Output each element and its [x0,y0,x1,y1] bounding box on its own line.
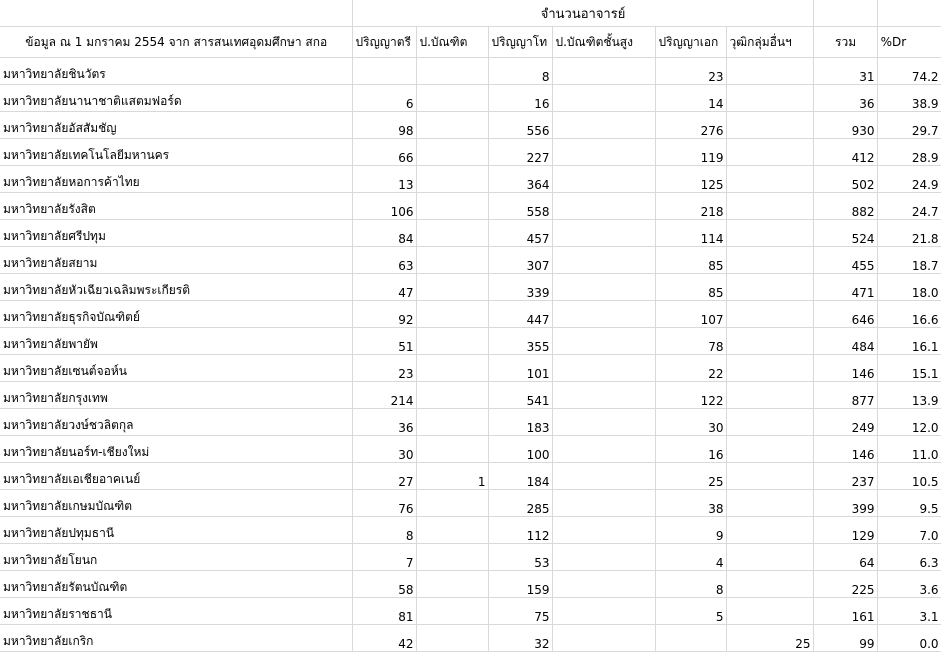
grad-diploma-count-cell[interactable] [416,166,488,193]
higher-grad-diploma-count-cell[interactable] [552,409,655,436]
bachelor-count-cell[interactable] [352,58,416,85]
total-count-cell[interactable]: 146 [813,355,877,382]
bachelor-count-cell[interactable]: 27 [352,463,416,490]
other-count-cell[interactable] [726,571,813,598]
university-name-cell[interactable]: มหาวิทยาลัยสยาม [0,247,352,274]
column-header-grad-diploma[interactable]: ป.บัณฑิต [416,27,488,58]
master-count-cell[interactable]: 53 [488,544,552,571]
university-name-cell[interactable]: มหาวิทยาลัยนานาชาติแสตมฟอร์ด [0,85,352,112]
bachelor-count-cell[interactable]: 214 [352,382,416,409]
pct-doctorate-cell[interactable]: 7.0 [877,517,941,544]
grad-diploma-count-cell[interactable]: 1 [416,463,488,490]
doctorate-count-cell[interactable] [655,625,726,652]
master-count-cell[interactable]: 541 [488,382,552,409]
higher-grad-diploma-count-cell[interactable] [552,85,655,112]
university-name-cell[interactable]: มหาวิทยาลัยเกริก [0,625,352,652]
pct-doctorate-cell[interactable]: 29.7 [877,112,941,139]
table-body [0,58,941,652]
group-header-instructor-count[interactable]: จำนวนอาจารย์ [352,0,813,27]
higher-grad-diploma-count-cell[interactable] [552,328,655,355]
bachelor-count-cell[interactable]: 6 [352,85,416,112]
other-count-cell[interactable] [726,490,813,517]
university-name-cell[interactable]: มหาวิทยาลัยราชธานี [0,598,352,625]
master-count-cell[interactable]: 184 [488,463,552,490]
bachelor-count-cell[interactable]: 76 [352,490,416,517]
column-header-higher-grad-diploma[interactable]: ป.บัณฑิตชั้นสูง [552,27,655,58]
grad-diploma-count-cell[interactable] [416,58,488,85]
higher-grad-diploma-count-cell[interactable] [552,301,655,328]
university-name-cell[interactable]: มหาวิทยาลัยชินวัตร [0,58,352,85]
pct-doctorate-cell[interactable]: 38.9 [877,85,941,112]
doctorate-count-cell[interactable]: 125 [655,166,726,193]
total-count-cell[interactable]: 877 [813,382,877,409]
other-count-cell[interactable] [726,409,813,436]
doctorate-count-cell[interactable]: 114 [655,220,726,247]
bachelor-count-cell[interactable]: 98 [352,112,416,139]
master-count-cell[interactable]: 183 [488,409,552,436]
bachelor-count-cell[interactable]: 23 [352,355,416,382]
doctorate-count-cell[interactable]: 85 [655,274,726,301]
higher-grad-diploma-count-cell[interactable] [552,571,655,598]
master-count-cell[interactable]: 75 [488,598,552,625]
table-row [0,436,941,463]
grad-diploma-count-cell[interactable] [416,193,488,220]
higher-grad-diploma-count-cell[interactable] [552,382,655,409]
grad-diploma-count-cell[interactable] [416,220,488,247]
bachelor-count-cell[interactable]: 106 [352,193,416,220]
total-count-cell[interactable]: 36 [813,85,877,112]
grad-diploma-count-cell[interactable] [416,247,488,274]
university-name-cell[interactable]: มหาวิทยาลัยนอร์ท-เชียงใหม่ [0,436,352,463]
higher-grad-diploma-count-cell[interactable] [552,274,655,301]
column-header-doctorate[interactable]: ปริญญาเอก [655,27,726,58]
empty-cell[interactable] [877,0,941,27]
master-count-cell[interactable]: 285 [488,490,552,517]
total-count-cell[interactable]: 64 [813,544,877,571]
grad-diploma-count-cell[interactable] [416,436,488,463]
other-count-cell[interactable] [726,463,813,490]
total-count-cell[interactable]: 484 [813,328,877,355]
doctorate-count-cell[interactable]: 30 [655,409,726,436]
university-name-cell[interactable]: มหาวิทยาลัยปทุมธานี [0,517,352,544]
master-count-cell[interactable]: 364 [488,166,552,193]
higher-grad-diploma-count-cell[interactable] [552,463,655,490]
higher-grad-diploma-count-cell[interactable] [552,436,655,463]
column-header-other[interactable]: วุฒิกลุ่มอื่นฯ [726,27,813,58]
grad-diploma-count-cell[interactable] [416,382,488,409]
total-count-cell[interactable]: 524 [813,220,877,247]
table-row [0,517,941,544]
bachelor-count-cell[interactable]: 47 [352,274,416,301]
table-row [0,382,941,409]
table-row [0,301,941,328]
total-count-cell[interactable]: 225 [813,571,877,598]
university-name-cell[interactable]: มหาวิทยาลัยธุรกิจบัณฑิตย์ [0,301,352,328]
table-row [0,571,941,598]
other-count-cell[interactable] [726,328,813,355]
other-count-cell[interactable] [726,301,813,328]
university-name-cell[interactable]: มหาวิทยาลัยหัวเฉียวเฉลิมพระเกียรติ [0,274,352,301]
bachelor-count-cell[interactable]: 30 [352,436,416,463]
pct-doctorate-cell[interactable]: 74.2 [877,58,941,85]
empty-cell[interactable] [813,0,877,27]
other-count-cell[interactable] [726,193,813,220]
grad-diploma-count-cell[interactable] [416,112,488,139]
total-count-cell[interactable]: 646 [813,301,877,328]
bachelor-count-cell[interactable]: 42 [352,625,416,652]
other-count-cell[interactable] [726,274,813,301]
other-count-cell[interactable] [726,220,813,247]
pct-doctorate-cell[interactable]: 3.6 [877,571,941,598]
grad-diploma-count-cell[interactable] [416,355,488,382]
other-count-cell[interactable] [726,58,813,85]
higher-grad-diploma-count-cell[interactable] [552,625,655,652]
pct-doctorate-cell[interactable]: 3.1 [877,598,941,625]
table-row [0,274,941,301]
higher-grad-diploma-count-cell[interactable] [552,193,655,220]
grad-diploma-count-cell[interactable] [416,598,488,625]
higher-grad-diploma-count-cell[interactable] [552,490,655,517]
doctorate-count-cell[interactable]: 22 [655,355,726,382]
pct-doctorate-cell[interactable]: 13.9 [877,382,941,409]
other-count-cell[interactable] [726,139,813,166]
university-name-cell[interactable]: มหาวิทยาลัยวงษ์ชวลิตกุล [0,409,352,436]
total-count-cell[interactable]: 399 [813,490,877,517]
table-row [0,598,941,625]
other-count-cell[interactable] [726,85,813,112]
higher-grad-diploma-count-cell[interactable] [552,247,655,274]
bachelor-count-cell[interactable]: 84 [352,220,416,247]
table-row [0,112,941,139]
other-count-cell[interactable] [726,166,813,193]
pct-doctorate-cell[interactable]: 0.0 [877,625,941,652]
grad-diploma-count-cell[interactable] [416,274,488,301]
doctorate-count-cell[interactable]: 107 [655,301,726,328]
table-row [0,85,941,112]
pct-doctorate-cell[interactable]: 10.5 [877,463,941,490]
doctorate-count-cell[interactable]: 38 [655,490,726,517]
master-count-cell[interactable]: 227 [488,139,552,166]
master-count-cell[interactable]: 556 [488,112,552,139]
master-count-cell[interactable]: 457 [488,220,552,247]
pct-doctorate-cell[interactable]: 28.9 [877,139,941,166]
grad-diploma-count-cell[interactable] [416,301,488,328]
source-note[interactable]: ข้อมูล ณ 1 มกราคม 2554 จาก สารสนเทศอุดมศึกษา สกอ [0,27,352,58]
higher-grad-diploma-count-cell[interactable] [552,598,655,625]
bachelor-count-cell[interactable]: 66 [352,139,416,166]
other-count-cell[interactable] [726,436,813,463]
university-name-cell[interactable]: มหาวิทยาลัยเซนต์จอห์น [0,355,352,382]
total-count-cell[interactable]: 930 [813,112,877,139]
grad-diploma-count-cell[interactable] [416,625,488,652]
table-row [0,58,941,85]
table-row [0,490,941,517]
total-count-cell[interactable]: 882 [813,193,877,220]
master-count-cell[interactable]: 16 [488,85,552,112]
table-row [0,193,941,220]
table-row [0,463,941,490]
master-count-cell[interactable]: 112 [488,517,552,544]
header-row-group [0,0,941,27]
total-count-cell[interactable]: 99 [813,625,877,652]
table-row [0,247,941,274]
table-row [0,166,941,193]
master-count-cell[interactable]: 447 [488,301,552,328]
master-count-cell[interactable]: 101 [488,355,552,382]
pct-doctorate-cell[interactable]: 18.7 [877,247,941,274]
pct-doctorate-cell[interactable]: 16.6 [877,301,941,328]
higher-grad-diploma-count-cell[interactable] [552,517,655,544]
table-row [0,220,941,247]
doctorate-count-cell[interactable]: 8 [655,571,726,598]
grad-diploma-count-cell[interactable] [416,517,488,544]
total-count-cell[interactable]: 502 [813,166,877,193]
pct-doctorate-cell[interactable]: 16.1 [877,328,941,355]
higher-grad-diploma-count-cell[interactable] [552,112,655,139]
pct-doctorate-cell[interactable]: 24.9 [877,166,941,193]
higher-grad-diploma-count-cell[interactable] [552,58,655,85]
table-row [0,355,941,382]
table-row [0,139,941,166]
doctorate-count-cell[interactable]: 23 [655,58,726,85]
master-count-cell[interactable]: 558 [488,193,552,220]
column-header-master[interactable]: ปริญญาโท [488,27,552,58]
other-count-cell[interactable]: 25 [726,625,813,652]
master-count-cell[interactable]: 159 [488,571,552,598]
doctorate-count-cell[interactable]: 119 [655,139,726,166]
university-name-cell[interactable]: มหาวิทยาลัยกรุงเทพ [0,382,352,409]
doctorate-count-cell[interactable]: 218 [655,193,726,220]
higher-grad-diploma-count-cell[interactable] [552,166,655,193]
higher-grad-diploma-count-cell[interactable] [552,220,655,247]
pct-doctorate-cell[interactable]: 15.1 [877,355,941,382]
higher-grad-diploma-count-cell[interactable] [552,355,655,382]
other-count-cell[interactable] [726,112,813,139]
total-count-cell[interactable]: 237 [813,463,877,490]
bachelor-count-cell[interactable]: 92 [352,301,416,328]
master-count-cell[interactable]: 307 [488,247,552,274]
doctorate-count-cell[interactable]: 4 [655,544,726,571]
bachelor-count-cell[interactable]: 8 [352,517,416,544]
column-header-total[interactable]: รวม [813,27,877,58]
grad-diploma-count-cell[interactable] [416,544,488,571]
doctorate-count-cell[interactable]: 78 [655,328,726,355]
doctorate-count-cell[interactable]: 16 [655,436,726,463]
other-count-cell[interactable] [726,355,813,382]
total-count-cell[interactable]: 249 [813,409,877,436]
bachelor-count-cell[interactable]: 7 [352,544,416,571]
table-row [0,625,941,652]
university-name-cell[interactable]: มหาวิทยาลัยรัตนบัณฑิต [0,571,352,598]
column-header-pct-doctorate[interactable]: %Dr [877,27,941,58]
other-count-cell[interactable] [726,544,813,571]
bachelor-count-cell[interactable]: 36 [352,409,416,436]
doctorate-count-cell[interactable]: 25 [655,463,726,490]
total-count-cell[interactable]: 129 [813,517,877,544]
grad-diploma-count-cell[interactable] [416,139,488,166]
university-name-cell[interactable]: มหาวิทยาลัยโยนก [0,544,352,571]
pct-doctorate-cell[interactable]: 6.3 [877,544,941,571]
other-count-cell[interactable] [726,598,813,625]
grad-diploma-count-cell[interactable] [416,571,488,598]
university-name-cell[interactable]: มหาวิทยาลัยศรีปทุม [0,220,352,247]
grad-diploma-count-cell[interactable] [416,85,488,112]
doctorate-count-cell[interactable]: 276 [655,112,726,139]
university-name-cell[interactable]: มหาวิทยาลัยเอเชียอาคเนย์ [0,463,352,490]
doctorate-count-cell[interactable]: 122 [655,382,726,409]
pct-doctorate-cell[interactable]: 9.5 [877,490,941,517]
table-row [0,409,941,436]
university-name-cell[interactable]: มหาวิทยาลัยเกษมบัณฑิต [0,490,352,517]
master-count-cell[interactable]: 100 [488,436,552,463]
other-count-cell[interactable] [726,517,813,544]
university-name-cell[interactable]: มหาวิทยาลัยรังสิต [0,193,352,220]
pct-doctorate-cell[interactable]: 18.0 [877,274,941,301]
other-count-cell[interactable] [726,382,813,409]
pct-doctorate-cell[interactable]: 12.0 [877,409,941,436]
total-count-cell[interactable]: 146 [813,436,877,463]
university-name-cell[interactable]: มหาวิทยาลัยหอการค้าไทย [0,166,352,193]
bachelor-count-cell[interactable]: 51 [352,328,416,355]
table-row [0,544,941,571]
higher-grad-diploma-count-cell[interactable] [552,139,655,166]
empty-cell[interactable] [0,0,352,27]
column-header-bachelor[interactable]: ปริญญาตรี [352,27,416,58]
total-count-cell[interactable]: 31 [813,58,877,85]
pct-doctorate-cell[interactable]: 24.7 [877,193,941,220]
doctorate-count-cell[interactable]: 9 [655,517,726,544]
total-count-cell[interactable]: 161 [813,598,877,625]
header-row-columns [0,27,941,58]
master-count-cell[interactable]: 339 [488,274,552,301]
university-name-cell[interactable]: มหาวิทยาลัยพายัพ [0,328,352,355]
university-name-cell[interactable]: มหาวิทยาลัยอัสสัมชัญ [0,112,352,139]
grad-diploma-count-cell[interactable] [416,328,488,355]
master-count-cell[interactable]: 355 [488,328,552,355]
bachelor-count-cell[interactable]: 63 [352,247,416,274]
doctorate-count-cell[interactable]: 14 [655,85,726,112]
pct-doctorate-cell[interactable]: 21.8 [877,220,941,247]
pct-doctorate-cell[interactable]: 11.0 [877,436,941,463]
table-row [0,328,941,355]
bachelor-count-cell[interactable]: 58 [352,571,416,598]
bachelor-count-cell[interactable]: 81 [352,598,416,625]
bachelor-count-cell[interactable]: 13 [352,166,416,193]
total-count-cell[interactable]: 455 [813,247,877,274]
grad-diploma-count-cell[interactable] [416,490,488,517]
total-count-cell[interactable]: 412 [813,139,877,166]
total-count-cell[interactable]: 471 [813,274,877,301]
master-count-cell[interactable]: 32 [488,625,552,652]
doctorate-count-cell[interactable]: 85 [655,247,726,274]
grad-diploma-count-cell[interactable] [416,409,488,436]
master-count-cell[interactable]: 8 [488,58,552,85]
higher-grad-diploma-count-cell[interactable] [552,544,655,571]
doctorate-count-cell[interactable]: 5 [655,598,726,625]
other-count-cell[interactable] [726,247,813,274]
university-name-cell[interactable]: มหาวิทยาลัยเทคโนโลยีมหานคร [0,139,352,166]
